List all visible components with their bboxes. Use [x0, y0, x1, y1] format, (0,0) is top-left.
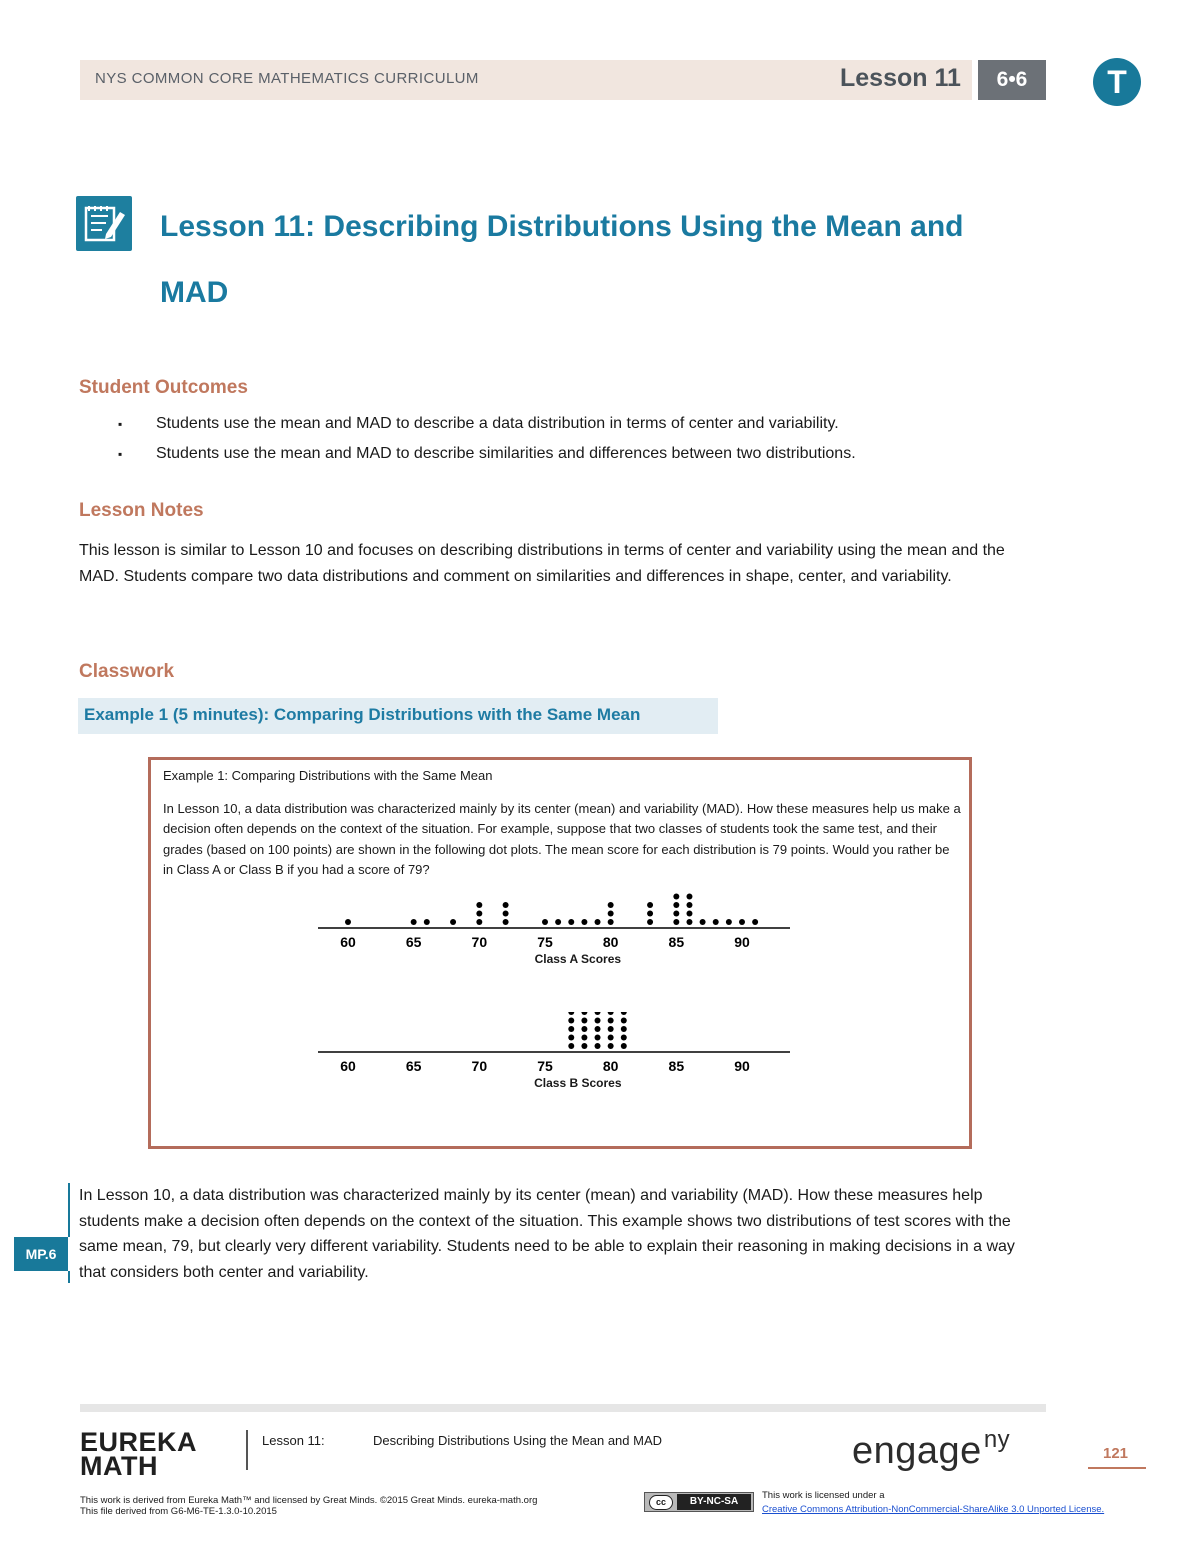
- data-dot: [476, 911, 482, 917]
- classwork-heading: Classwork: [79, 661, 175, 682]
- data-dot: [608, 911, 614, 917]
- lesson-notes-heading: Lesson Notes: [79, 500, 204, 521]
- license-line-1: This work is licensed under a: [762, 1490, 885, 1501]
- data-dot: [581, 1035, 587, 1041]
- data-dot: [686, 894, 692, 900]
- lesson-notes-text: This lesson is similar to Lesson 10 and focuses on describing distributions in terms of center and variability using the mean and the MAD. Students compare two data distributions and comment on similarities and differences in shape, center, and variability.: [79, 542, 1005, 585]
- x-tick-label: 85: [668, 1058, 685, 1074]
- data-dot: [568, 1035, 574, 1041]
- example-banner-text: Example 1 (5 minutes): Comparing Distributions with the Same Mean: [84, 705, 641, 724]
- data-dot: [700, 919, 706, 925]
- cc-label: BY-NC-SA: [677, 1494, 751, 1510]
- data-dot: [503, 911, 509, 917]
- data-dot: [608, 1043, 614, 1049]
- lesson-title: Lesson 11: Describing Distributions Using the Mean and MAD: [160, 210, 964, 309]
- notebook-pencil-icon: [76, 196, 132, 251]
- x-tick-label: 70: [471, 934, 488, 950]
- data-dot: [752, 919, 758, 925]
- mp-badge: MP.6: [14, 1237, 68, 1271]
- data-dot: [595, 1018, 601, 1024]
- example-box-title: Example 1: Comparing Distributions with the Same Mean: [163, 768, 493, 783]
- data-dot: [503, 902, 509, 908]
- page-number: 121: [1103, 1445, 1129, 1462]
- derived-line-2: This file derived from G6-M6-TE-1.3.0-10.2015: [80, 1506, 277, 1517]
- data-dot: [713, 919, 719, 925]
- x-tick-label: 85: [668, 934, 685, 950]
- cc-icon: cc: [649, 1495, 673, 1510]
- class-a-dot-plot: [316, 888, 796, 978]
- data-dot: [621, 1035, 627, 1041]
- data-dot: [608, 1035, 614, 1041]
- data-dot: [581, 1026, 587, 1032]
- x-tick-label: 75: [537, 1058, 553, 1074]
- license-link[interactable]: Creative Commons Attribution-NonCommercial-ShareAlike 3.0 Unported License.: [762, 1504, 1105, 1515]
- data-dot: [581, 919, 587, 925]
- data-dot: [581, 1012, 587, 1015]
- data-dot: [739, 919, 745, 925]
- data-dot: [673, 911, 679, 917]
- engage-sup: ny: [983, 1426, 1011, 1453]
- list-item: ▪ Students use the mean and MAD to describe similarities and differences between two distributions.: [118, 439, 1018, 469]
- data-dot: [608, 1012, 614, 1015]
- data-dot: [673, 902, 679, 908]
- data-dot: [686, 902, 692, 908]
- x-tick-label: 70: [471, 1058, 488, 1074]
- data-dot: [608, 919, 614, 925]
- x-tick-label: 90: [734, 934, 750, 950]
- footer-divider: [246, 1430, 248, 1470]
- x-axis-title: Class B Scores: [534, 1076, 622, 1090]
- class-b-dot-plot: [316, 1012, 796, 1102]
- data-dot: [555, 919, 561, 925]
- data-dot: [647, 911, 653, 917]
- data-dot: [647, 902, 653, 908]
- x-tick-label: 80: [602, 934, 619, 950]
- x-tick-label: 65: [405, 934, 422, 950]
- data-dot: [686, 919, 692, 925]
- data-dot: [542, 919, 548, 925]
- data-dot: [608, 1018, 614, 1024]
- data-dot: [673, 894, 679, 900]
- data-dot: [345, 919, 351, 925]
- data-dot: [621, 1018, 627, 1024]
- data-dot: [424, 919, 430, 925]
- x-tick-label: 60: [340, 934, 356, 950]
- data-dot: [476, 902, 482, 908]
- list-item: ▪ Students use the mean and MAD to describe a data distribution in terms of center and variability.: [118, 409, 1018, 439]
- x-tick-label: 80: [602, 1058, 619, 1074]
- data-dot: [608, 1026, 614, 1032]
- cc-license-badge[interactable]: [644, 1492, 754, 1512]
- eureka-logo-line2: MATH: [80, 1451, 158, 1481]
- body-paragraph: In Lesson 10, a data distribution was characterized mainly by its center (mean) and variability (MAD). How these measures help students make a decision often depends on the context of the situation. This example shows two distributions of test scores with the same mean, 79, but clearly very different variability. Students need to be able to explain their reasoning in making decisions in a way that considers both center and variability.: [79, 1187, 1015, 1281]
- data-dot: [621, 1026, 627, 1032]
- data-dot: [621, 1043, 627, 1049]
- student-outcomes-list: [118, 409, 1018, 469]
- data-dot: [568, 919, 574, 925]
- mp-line-top: [68, 1183, 70, 1237]
- data-dot: [595, 1026, 601, 1032]
- x-tick-label: 60: [340, 1058, 356, 1074]
- example-box-text: In Lesson 10, a data distribution was characterized mainly by its center (mean) and variability (MAD). How these measures help us make a decision often depends on the context of the situation. For example, suppose that two classes of students took the same test, and their grades (based on 100 points) are shown in the following dot plots. The mean score for each distribution is 79 points. Would you rather be in Class A or Class B if you had a score of 79?: [163, 801, 961, 877]
- data-dot: [568, 1043, 574, 1049]
- teacher-badge: T: [1093, 58, 1141, 106]
- page-number-rule: [1088, 1467, 1146, 1469]
- data-dot: [686, 911, 692, 917]
- data-dot: [581, 1018, 587, 1024]
- footer-rule: [80, 1404, 1046, 1412]
- student-outcomes-heading: Student Outcomes: [79, 377, 248, 398]
- data-dot: [621, 1012, 627, 1015]
- x-tick-label: 65: [405, 1058, 422, 1074]
- data-dot: [608, 902, 614, 908]
- engageny-logo: [852, 1426, 1010, 1473]
- x-tick-label: 75: [537, 934, 553, 950]
- x-axis-title: Class A Scores: [534, 952, 622, 966]
- data-dot: [568, 1012, 574, 1015]
- data-dot: [726, 919, 732, 925]
- data-dot: [503, 919, 509, 925]
- footer-lesson: Lesson 11:: [262, 1433, 325, 1448]
- derived-line-1: This work is derived from Eureka Math™ and licensed by Great Minds. ©2015 Great Minds. eureka-math.org: [80, 1495, 538, 1506]
- data-dot: [450, 919, 456, 925]
- data-dot: [568, 1018, 574, 1024]
- footer-description: Describing Distributions Using the Mean and MAD: [373, 1433, 663, 1448]
- eureka-math-logo: [80, 1427, 198, 1481]
- data-dot: [595, 919, 601, 925]
- mp-line-bottom: [68, 1271, 70, 1283]
- data-dot: [476, 919, 482, 925]
- eureka-logo-line1: EUREKA: [80, 1427, 198, 1457]
- data-dot: [581, 1043, 587, 1049]
- data-dot: [595, 1035, 601, 1041]
- x-tick-label: 90: [734, 1058, 750, 1074]
- data-dot: [647, 919, 653, 925]
- data-dot: [411, 919, 417, 925]
- header-grade: 6•6: [978, 60, 1046, 100]
- data-dot: [673, 919, 679, 925]
- engage-text: engage: [852, 1430, 982, 1472]
- header-lesson: Lesson 11: [840, 64, 961, 92]
- header-curriculum: NYS COMMON CORE MATHEMATICS CURRICULUM: [95, 70, 479, 87]
- data-dot: [595, 1012, 601, 1015]
- data-dot: [595, 1043, 601, 1049]
- data-dot: [568, 1026, 574, 1032]
